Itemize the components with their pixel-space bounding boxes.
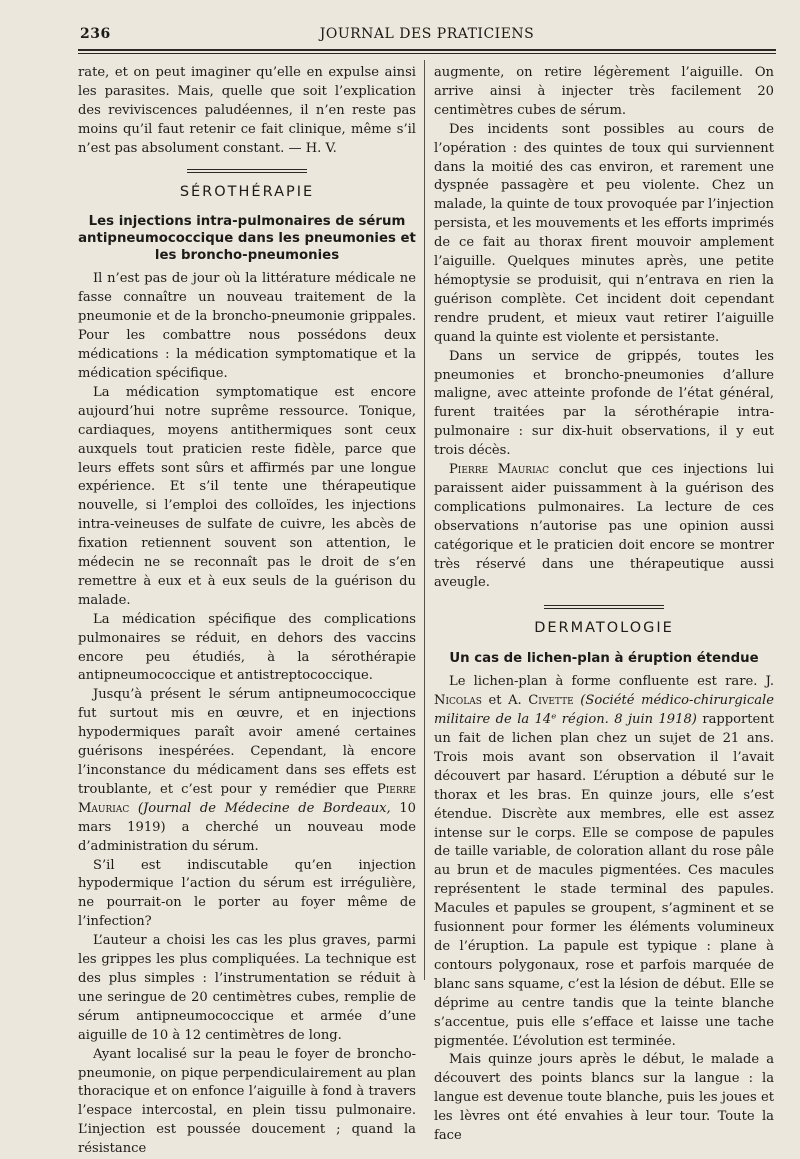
paragraph: Des incidents sont possibles au cours de l’opération : des quintes de toux qui surviennent dans la moitié des cas environ, et rarement une dyspnée passagère et peu violente. Chez un malade, la quinte de toux provoquée par l’injection persista, et les mouvements et les efforts imprimés de ce fait au thorax firent mouvoir amplement l’aiguille. Quelques minutes après, une petite hémoptysie se produisit, qui n’entrava en rien la guérison complète. Cet incident doit cependant rendre prudent, et mieux vaut retirer l’aiguille quand la quinte est violente et persistante. bbox=[434, 121, 774, 345]
article-title: Les injections intra-pulmonaires de sérum antipneumococcique dans les pneumonies et les broncho-pneumonies bbox=[78, 214, 416, 264]
paragraph: Ayant localisé sur la peau le foyer de broncho-pneumonie, on pique perpendiculairement au plan thoracique et on enfonce l’aiguille à fond à travers l’espace intercostal, en plein tissu pulmonaire. L’injection est poussée doucement ; quand la résistance bbox=[78, 1046, 416, 1157]
paragraph-text: 10 mars 1919) a cherché un nouveau mode d’administration du sérum. bbox=[78, 800, 416, 854]
right-column bbox=[434, 64, 774, 1146]
journal-citation: (Journal de Médecine de Bordeaux, bbox=[137, 800, 391, 816]
paragraph: La médication spécifique des complications pulmonaires se réduit, en dehors des vaccins encore peu étudiés, à la sérothérapie antipneumococcique et antistreptococcique. bbox=[78, 611, 416, 684]
paragraph-text: Jusqu’à présent le sérum antipneumococcique fut surtout mis en œuvre, et en injections hypodermiques paraît avoir amené certaines guérisons inespérées. Cependant, là encore l’inconstance du médicament dans ses effets est troublante, et c’est pour y remédier que bbox=[78, 687, 416, 797]
running-head bbox=[80, 26, 774, 48]
section-heading-dermatologie bbox=[434, 605, 774, 638]
left-column bbox=[78, 64, 416, 1159]
journal-title: JOURNAL DES PRATICIENS bbox=[319, 26, 535, 42]
continuation-text: rate, et on peut imaginer qu’elle en expulse ainsi les parasites. Mais, quelle que soit l’explication des reviviscences paludéennes, il n’en reste pas moins qu’il faut retenir ce fait clinique, même s’il n’est pas absolument constant. — H. V. bbox=[78, 65, 416, 156]
paragraph-text: Le lichen-plan à forme confluente est rare. J. bbox=[449, 674, 774, 690]
paragraph: L’auteur a choisi les cas les plus graves, parmi les grippes les plus compliquées. La technique est des plus simples : l’instrumentation se réduit à une seringue de 20 centimètres cubes, remplie de sérum antipneumococcique et armée d’une aiguille de 10 à 12 centimètres de long. bbox=[78, 933, 416, 1043]
section-rule-top bbox=[544, 605, 664, 609]
continuation-text: augmente, on retire légèrement l’aiguille. On arrive ainsi à injecter très facilement 20 centimètres cubes de sérum. bbox=[434, 65, 774, 118]
paragraph bbox=[434, 673, 774, 1051]
author-name: Pierre Mauriac bbox=[78, 781, 416, 816]
section-heading-label: DERMATOLOGIE bbox=[534, 620, 674, 637]
section-heading-label: SÉROTHÉRAPIE bbox=[179, 183, 315, 200]
article-title: Un cas de lichen-plan à éruption étendue bbox=[449, 651, 759, 667]
author-name: Pierre Mauriac bbox=[449, 462, 550, 478]
paragraph-text: et A. bbox=[481, 693, 529, 709]
journal-citation: (Société médico-chirurgicale militaire de la 14ᵉ région. 8 juin 1918) bbox=[434, 693, 774, 728]
page-number: 236 bbox=[80, 26, 111, 42]
header-rule bbox=[78, 49, 776, 54]
paragraph: S’il est indiscutable qu’en injection hypodermique l’action du sérum est irrégulière, ne pourrait-on le porter au foyer même de l’infection? bbox=[78, 857, 416, 930]
section-heading-serotherapie bbox=[78, 169, 416, 202]
paragraph: La médication symptomatique est encore aujourd’hui notre suprême ressource. Tonique, cardiaques, moyens antithermiques sont ceux auxquels tout praticien reste fidèle, parce que leurs effets sont sûrs et affirmés par une longue expérience. Et s’il tente une thérapeutique nouvelle, si l’emploi des colloïdes, les injections intra-veineuses de sulfate de cuivre, les abcès de fixation retiennent souvent son attention, le médecin ne se reconnaît pas le droit de s’en remettre à eux et à eux seuls de la guérison du malade. bbox=[78, 384, 416, 608]
section-rule-top bbox=[187, 169, 307, 173]
paragraph-text: conclut que ces injections lui paraissent aider puissamment à la guérison des complications pulmonaires. La lecture de ces observations n’autorise pas une opinion aussi catégorique et le praticien doit encore se montrer très réservé dans une thérapeutique aussi aveugle. bbox=[434, 462, 774, 591]
paragraph-text: rapportent un fait de lichen plan chez un sujet de 21 ans. Trois mois avant son observation il l’avait découvert par hasard. L’éruption a débuté sur le thorax et les bras. En quinze jours, elle s’est étendue. Discrète aux membres, elle est assez intense sur le corps. Elle se compose de papules de taille variable, de coloration allant du rose pâle au brun et de macules pigmentées. Ces macules représentent le stade terminal des papules. Macules et papules se groupent, s’agminent et se fusionnent pour former les éléments volumineux de l’éruption. La papule est typique : plane à contours polygonaux, rose et parfois marquée de blanc sans squame, c’est la lésion de début. Elle se déprime au centre tandis que la teinte blanche s’accentue, puis elle s’efface et laisse une tache pigmentée. L’évolution est terminée. bbox=[434, 712, 774, 1049]
paragraph bbox=[78, 686, 416, 856]
paragraph: Dans un service de grippés, toutes les pneumonies et broncho-pneumonies d’allure maligne, avec atteinte profonde de l’état général, furent traitées par la sérothérapie intra-pulmonaire : sur dix-huit observations, il y eut trois décès. bbox=[434, 348, 774, 459]
column-divider bbox=[424, 60, 425, 980]
paragraph: Il n’est pas de jour où la littérature médicale ne fasse connaître un nouveau traitement de la pneumonie et de la broncho-pneumonie grippales. Pour les combattre nous possédons deux médications : la médication symptomatique et la médication spécifique. bbox=[78, 271, 416, 381]
paragraph bbox=[434, 461, 774, 593]
author-name: Civette bbox=[528, 693, 574, 709]
paragraph: Mais quinze jours après le début, le malade a découvert des points blancs sur la langue : la langue est devenue toute blanche, puis les joues et les lèvres ont été envahies à leur tour. Toute la face bbox=[434, 1052, 774, 1144]
author-name: Nicolas bbox=[434, 693, 482, 709]
